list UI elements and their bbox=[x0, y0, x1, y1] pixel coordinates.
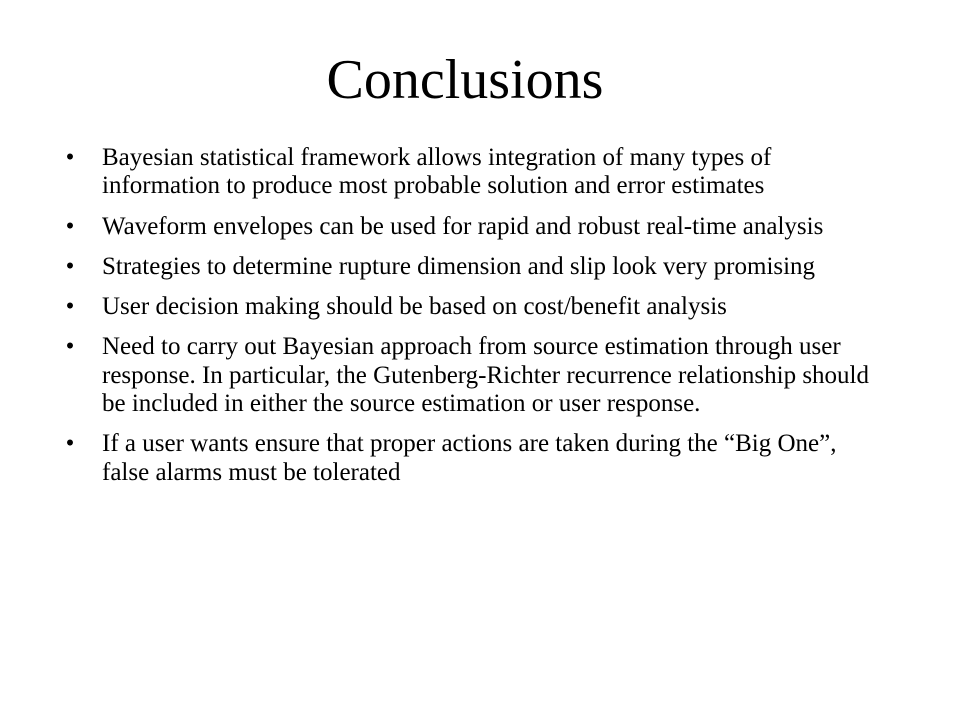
bullet-item bbox=[60, 213, 880, 241]
bullet-icon: • bbox=[65, 144, 75, 171]
bullet-text: Strategies to determine rupture dimension and slip look very promising bbox=[102, 252, 816, 280]
bullet-item bbox=[60, 333, 880, 418]
bullet-item bbox=[60, 293, 880, 321]
bullet-text: Need to carry out Bayesian approach from source estimation through user response. In particular, the Gutenberg-Richter recurrence relationship should be included in either the source estimation or user response. bbox=[102, 333, 870, 418]
slide-title: Conclusions bbox=[326, 49, 604, 111]
bullet-text: Bayesian statistical framework allows integration of many types of information to produce most probable solution and error estimates bbox=[102, 144, 772, 200]
bullet-text: Waveform envelopes can be used for rapid and robust real-time analysis bbox=[102, 212, 824, 240]
bullet-icon: • bbox=[65, 430, 75, 458]
bullet-icon: • bbox=[65, 252, 75, 280]
bullet-list bbox=[60, 144, 880, 499]
bullet-item bbox=[60, 144, 880, 201]
bullet-item bbox=[60, 430, 880, 487]
bullet-text: If a user wants ensure that proper actions are taken during the “Big One”, false alarms must be tolerated bbox=[102, 430, 837, 486]
bullet-text: User decision making should be based on cost/benefit analysis bbox=[102, 293, 727, 321]
bullet-icon: • bbox=[65, 333, 75, 361]
bullet-item bbox=[60, 253, 880, 281]
bullet-icon: • bbox=[65, 212, 75, 240]
bullet-icon: • bbox=[65, 293, 75, 321]
